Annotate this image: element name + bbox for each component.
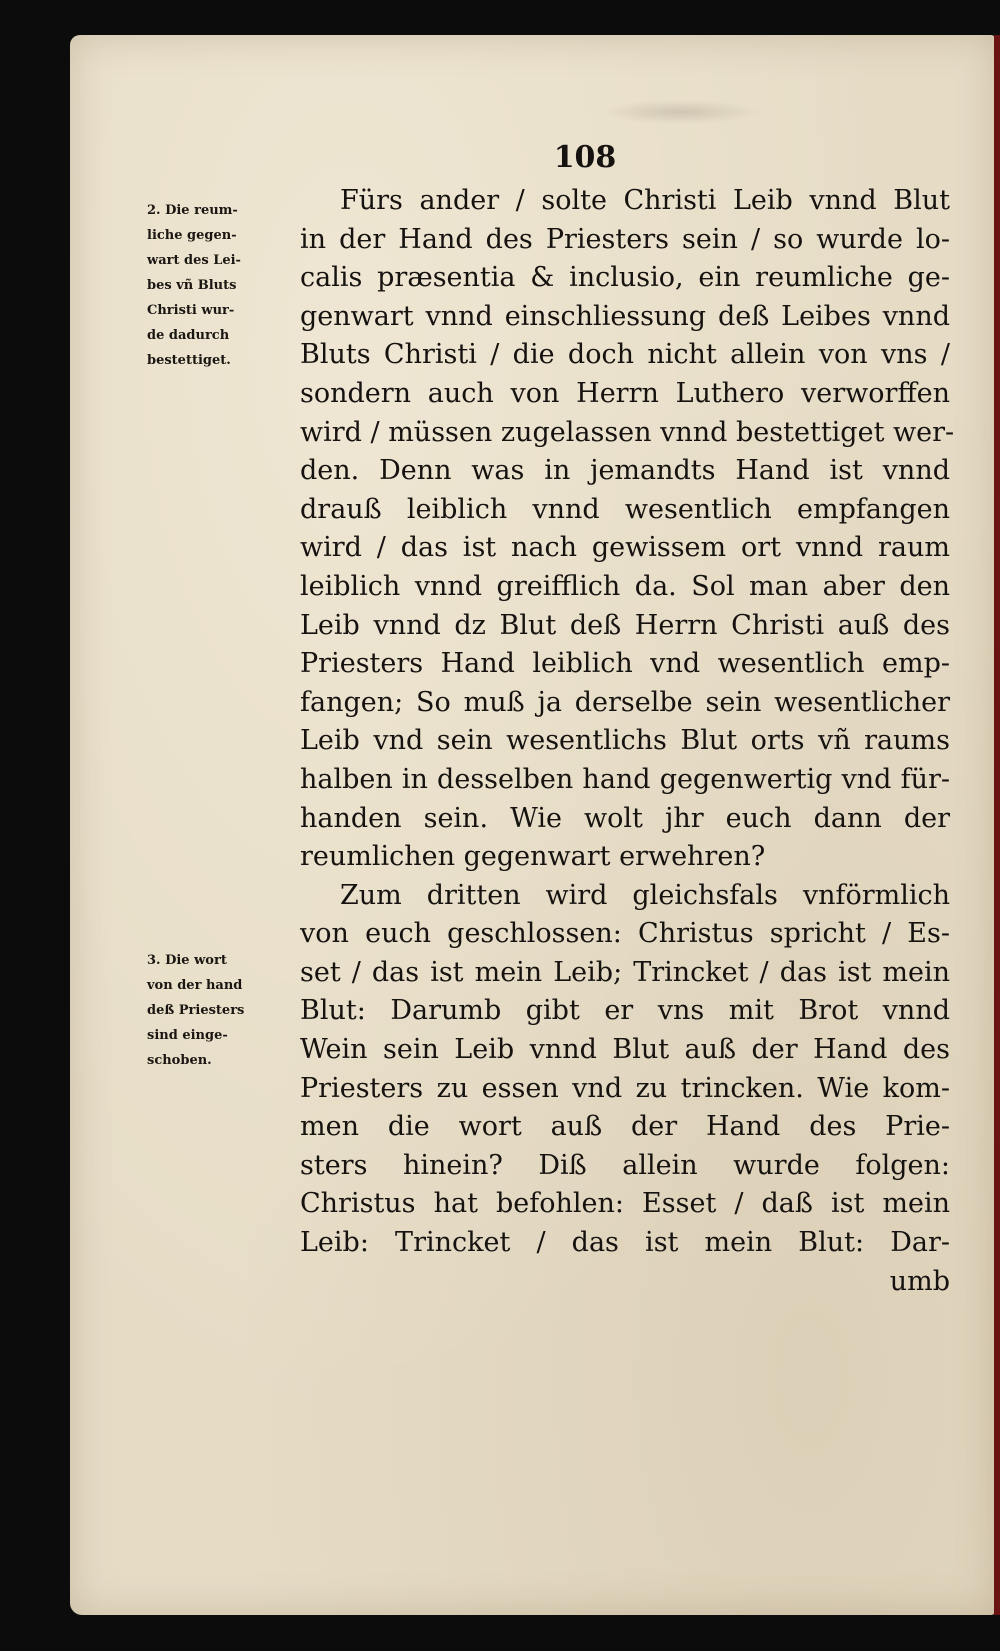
text-line: leiblich vnnd greifflich da. Sol man aber den xyxy=(300,570,950,602)
text-line: set / das ist mein Leib; Trincket / das ist mein xyxy=(300,956,950,988)
page-smudge xyxy=(600,100,760,124)
text-line: genwart vnnd einschliessung deß Leibes vnnd xyxy=(300,300,950,332)
text-line: sters hinein? Diß allein wurde folgen: xyxy=(300,1149,950,1181)
text-line: calis præsentia & inclusio, ein reumliche ge- xyxy=(300,262,950,294)
text-line: sondern auch von Herrn Luthero verworffen xyxy=(300,377,950,409)
text-line: Leib: Trincket / das ist mein Blut: Dar- xyxy=(300,1227,950,1259)
text-line: men die wort auß der Hand des Prie- xyxy=(300,1111,950,1143)
text-line: fangen; So muß ja derselbe sein wesentlicher xyxy=(300,686,950,718)
text-line: handen sein. Wie wolt jhr euch dann der xyxy=(300,802,950,834)
text-line: Bluts Christi / die doch nicht allein von vns / xyxy=(300,339,950,371)
text-line: halben in desselben hand gegenwertig vnd für- xyxy=(300,763,950,795)
text-line: wird / das ist nach gewissem ort vnnd raum xyxy=(300,532,950,564)
text-line: reumlichen gegenwart erwehren? xyxy=(300,841,766,873)
text-line: wird / müssen zugelassen vnnd bestettiget wer- xyxy=(300,416,955,448)
text-line: von euch geschlossen: Christus spricht / Es- xyxy=(300,918,950,950)
margin-note: 2. Die reum- liche gegen- wart des Lei- bes vñ Bluts Christi wur- de dadurch bestettiget. xyxy=(147,203,241,368)
text-line: Zum dritten wird gleichsfals vnförmlich xyxy=(340,879,950,911)
text-line: in der Hand des Priesters sein / so wurde lo- xyxy=(300,223,950,255)
page-edge xyxy=(994,35,1000,1615)
body-text xyxy=(300,182,955,1301)
text-line: Christus hat befohlen: Esset / daß ist mein xyxy=(300,1188,950,1220)
catchword: umb xyxy=(889,1265,950,1297)
text-line: drauß leiblich vnnd wesentlich empfangen xyxy=(300,493,950,525)
text-line: Leib vnd sein wesentlichs Blut orts vñ raums xyxy=(300,725,950,757)
text-line: Priesters Hand leiblich vnd wesentlich emp- xyxy=(300,648,950,680)
text-line: den. Denn was in jemandts Hand ist vnnd xyxy=(300,455,950,487)
text-line: Priesters zu essen vnd zu trincken. Wie kom- xyxy=(300,1072,950,1104)
text-line: Blut: Darumb gibt er vns mit Brot vnnd xyxy=(300,995,950,1027)
text-line: Wein sein Leib vnnd Blut auß der Hand des xyxy=(300,1034,950,1066)
text-line: Leib vnnd dz Blut deß Herrn Christi auß des xyxy=(300,609,950,641)
page-number: 108 xyxy=(553,140,617,175)
text-line: Fürs ander / solte Christi Leib vnnd Blut xyxy=(340,185,950,216)
margin-note: 3. Die wort von der hand deß Priesters sind einge- schoben. xyxy=(147,953,245,1068)
